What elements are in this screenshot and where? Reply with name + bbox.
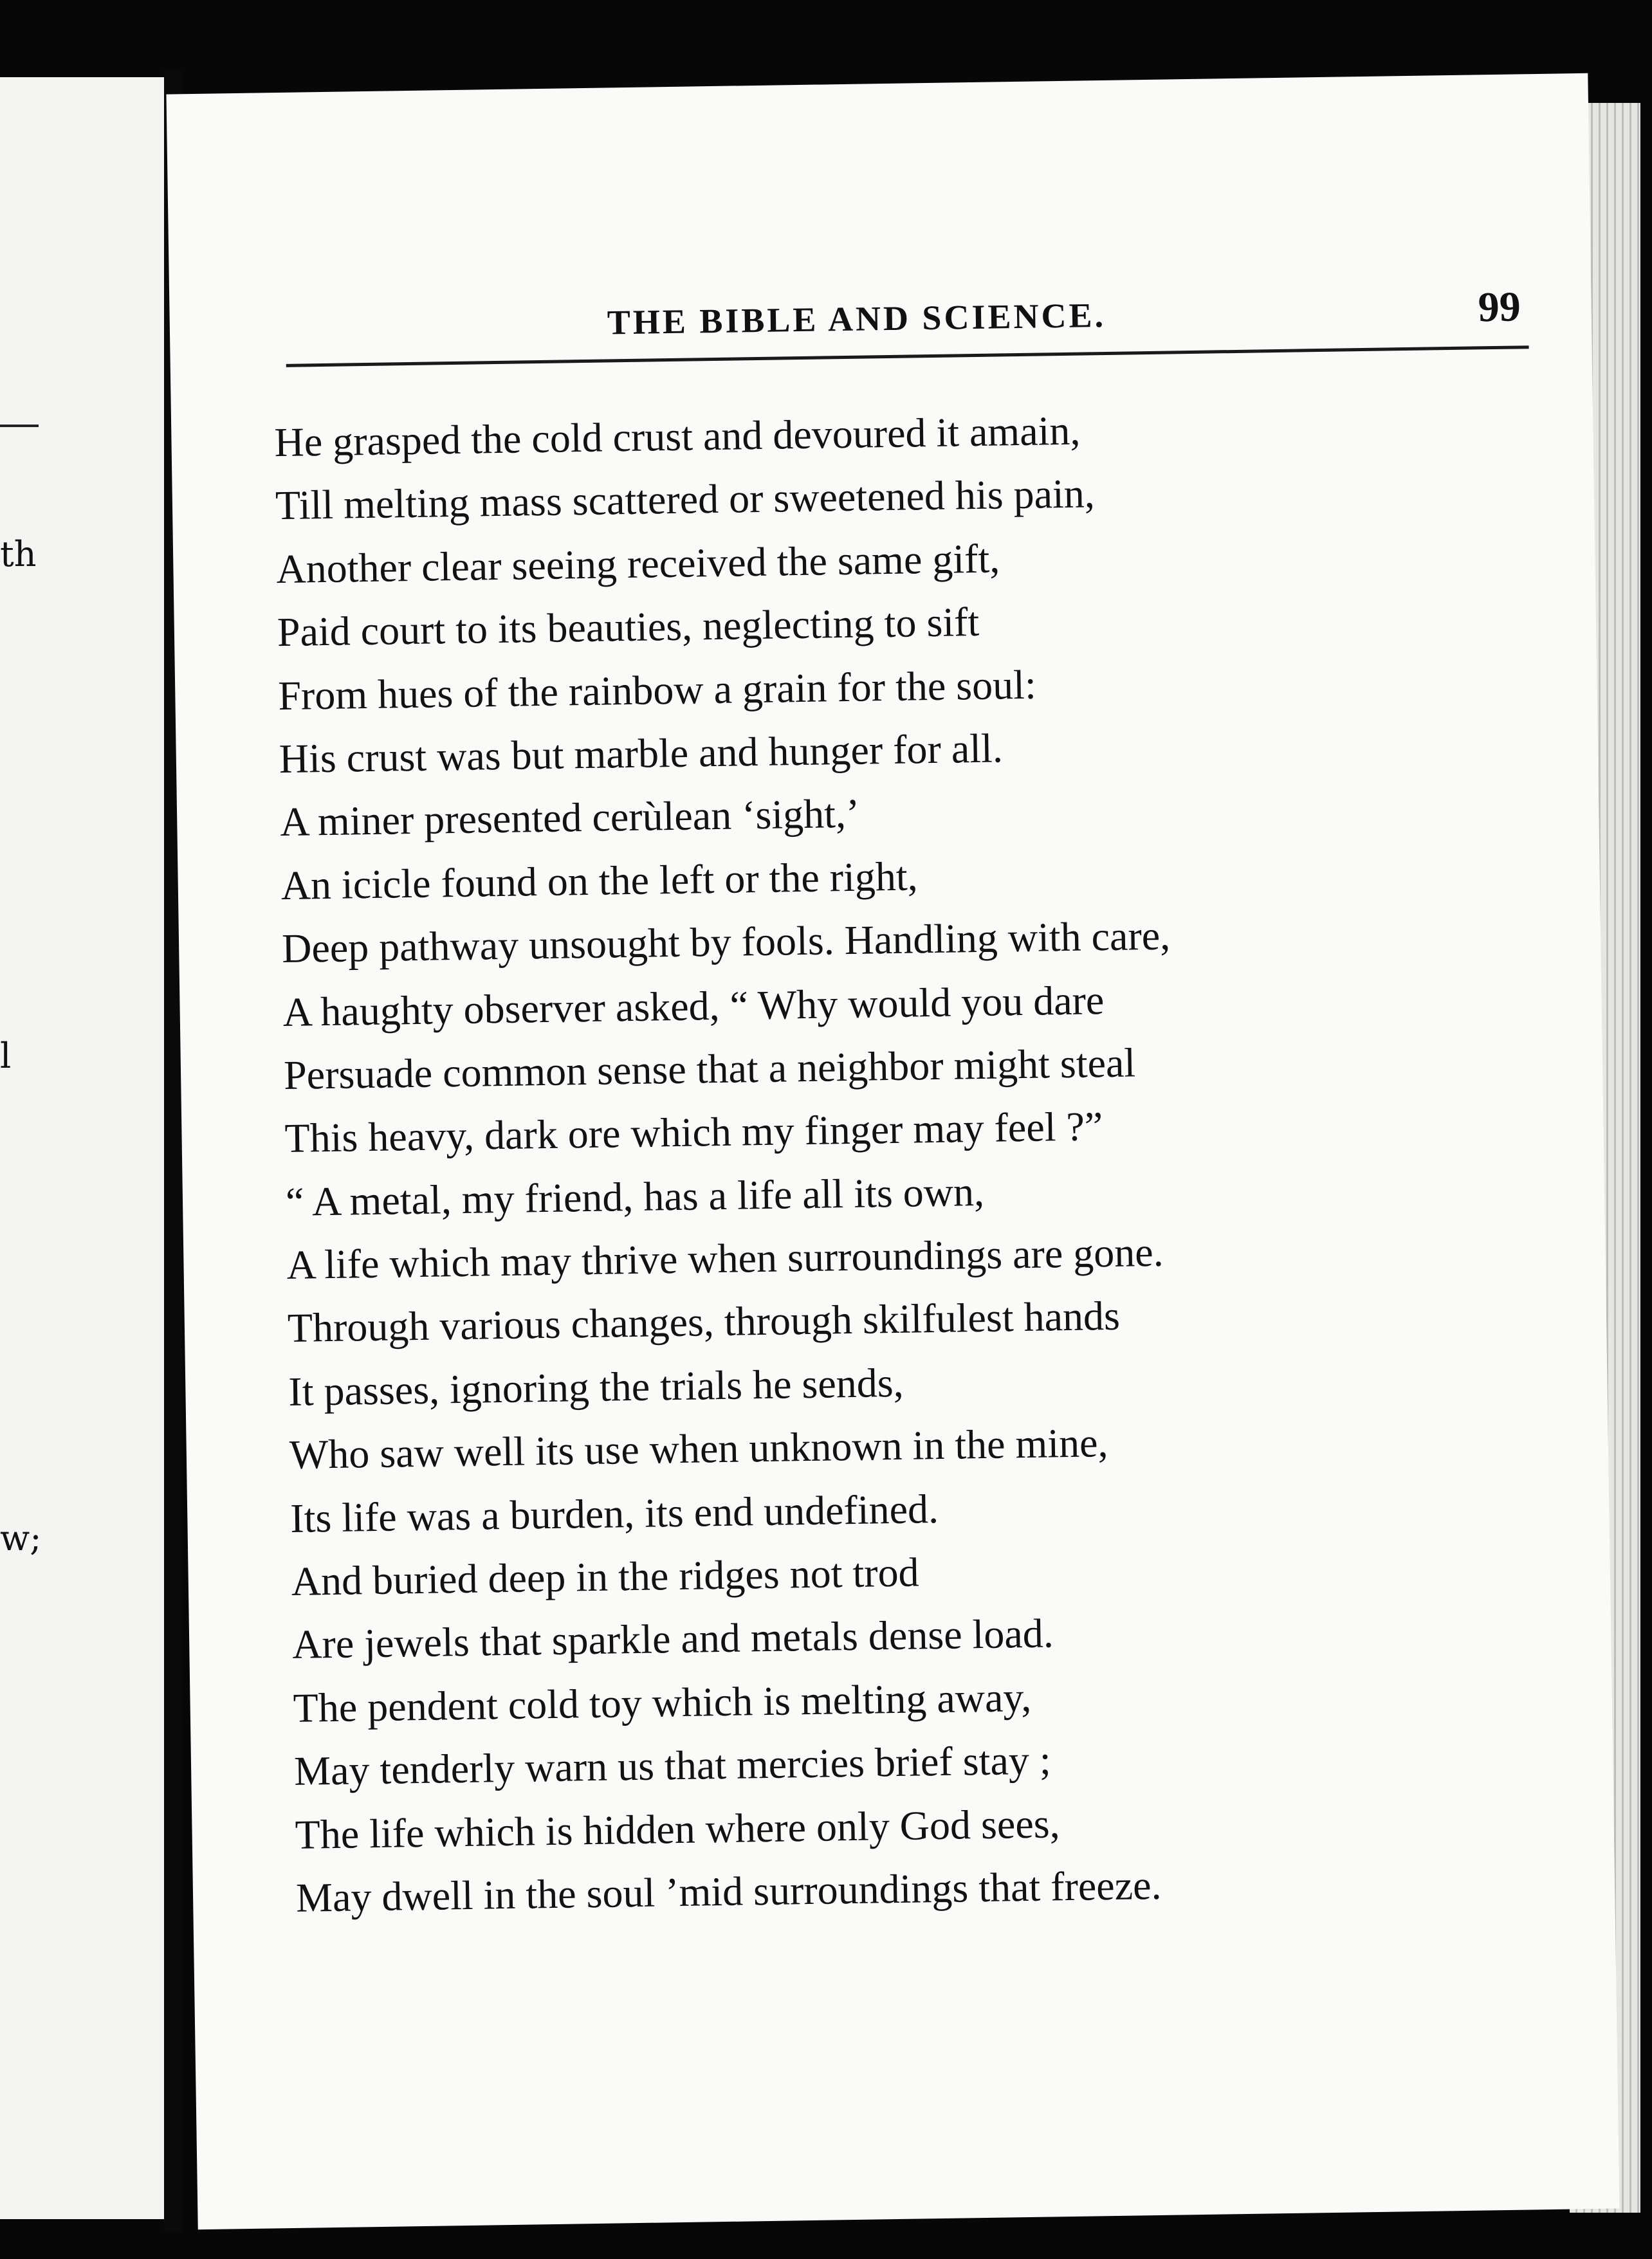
poem-line: Who saw well its use when unknown in the mine, <box>289 1420 1108 1478</box>
poem-line: Through various changes, through skilfulest hands <box>287 1293 1121 1351</box>
poem-line: The life which is hidden where only God sees, <box>295 1800 1061 1858</box>
poem-line: May tenderly warn us that mercies brief stay ; <box>293 1737 1052 1795</box>
poem-line: A life which may thrive when surroundings are gone. <box>286 1229 1164 1288</box>
facing-page-fragment: th <box>0 534 37 574</box>
poem-line: His crust was but marble and hunger for all. <box>279 725 1004 782</box>
poem-line: “ A metal, my friend, has a life all its own, <box>285 1168 985 1225</box>
poem-line: Paid court to its beauties, neglecting to sift <box>277 599 980 655</box>
poem-line: A miner presented cerùlean ‘sight,’ <box>279 791 860 845</box>
running-title: THE BIBLE AND SCIENCE. <box>607 295 1106 342</box>
page-number: 99 <box>1478 283 1521 331</box>
poem-line: Are jewels that sparkle and metals dense load. <box>291 1610 1054 1668</box>
poem-line: Persuade common sense that a neighbor might steal <box>283 1039 1136 1098</box>
poem-line: From hues of the rainbow a grain for the soul: <box>277 661 1037 718</box>
poem-line: An icicle found on the left or the right, <box>280 853 919 908</box>
facing-page-fragment: l <box>0 1036 12 1076</box>
poem-line: A haughty observer asked, “ Why would you dare <box>282 976 1105 1035</box>
poem-line: It passes, ignoring the trials he sends, <box>288 1359 904 1414</box>
poem-line: This heavy, dark ore which my finger may feel ?” <box>284 1103 1103 1162</box>
poem-line: The pendent cold toy which is melting away, <box>293 1674 1032 1731</box>
poem-line: He grasped the cold crust and devoured it amain, <box>274 407 1081 466</box>
poem-line: Deep pathway unsought by fools. Handling with care, <box>281 912 1171 972</box>
poem-body <box>274 392 1557 1930</box>
poem-line: May dwell in the soul ’mid surroundings that freeze. <box>295 1861 1162 1921</box>
poem-line: Another clear seeing received the same gift, <box>275 535 1000 592</box>
running-head <box>285 280 1527 356</box>
book-page <box>166 73 1619 2229</box>
poem-line: Till melting mass scattered or sweetened his pain, <box>275 470 1096 529</box>
facing-page-fragment: w; <box>0 1518 42 1559</box>
facing-page-rule <box>0 425 39 427</box>
poem-line: Its life was a burden, its end undefined. <box>289 1485 939 1541</box>
facing-page <box>0 77 164 2219</box>
poem-line: And buried deep in the ridges not trod <box>291 1549 920 1604</box>
